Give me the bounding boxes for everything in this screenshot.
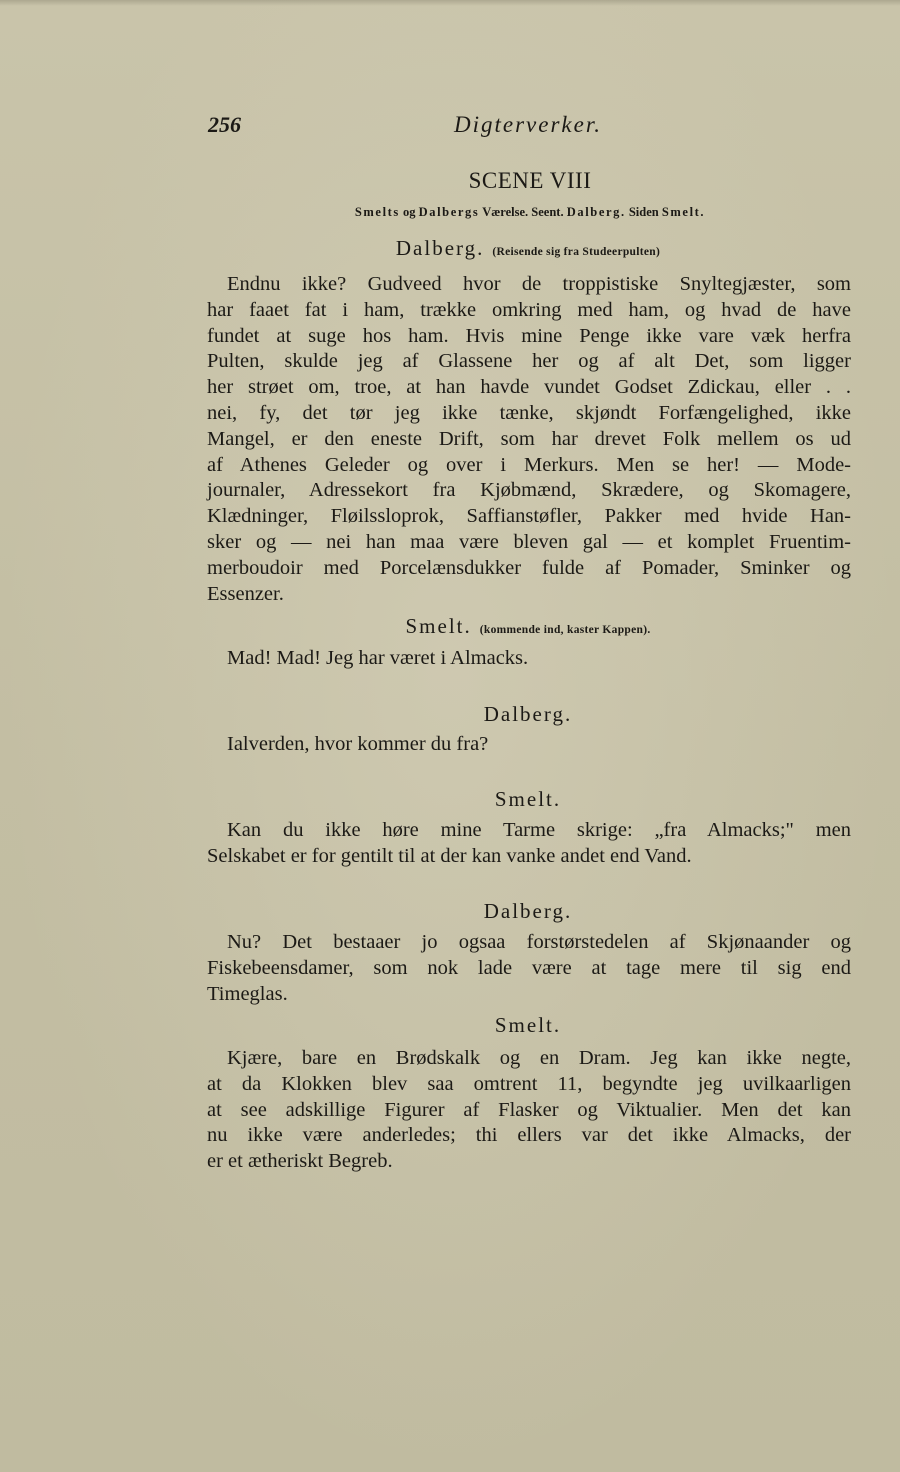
speech-line: Timeglas. <box>207 982 288 1005</box>
speech-block <box>207 732 851 758</box>
page-number: 256 <box>208 112 241 137</box>
speech-line: Mad! Mad! Jeg har været i Almacks. <box>227 647 529 669</box>
stage-direction: (Reisende sig fra Studeerpulten) <box>492 246 661 258</box>
speech-block <box>207 646 851 672</box>
setting-text-6: Siden <box>628 205 659 219</box>
speech-block <box>207 272 851 607</box>
speech-line: her strøet om, troe, at han havde vundet Godset Zdickau, eller . . <box>207 376 851 399</box>
speaker-heading <box>0 899 900 924</box>
speech-line: Fiskebeensdamer, som nok lade være at tage mere til sig end <box>207 956 851 979</box>
scene-setting <box>0 205 900 220</box>
scene-title: SCENE VIII <box>468 168 592 193</box>
speaker-heading <box>0 236 900 261</box>
speech-line: Essenzer. <box>207 582 284 605</box>
setting-text-3: Dalbergs <box>418 205 480 219</box>
speech-line: Mangel, er den eneste Drift, som har drevet Folk mellem os ud <box>207 427 851 450</box>
speech-line: journaler, Adressekort fra Kjøbmænd, Skrædere, og Skomagere, <box>207 479 851 502</box>
speech-line: fundet at suge hos ham. Hvis mine Penge ikke vare væk herfra <box>207 324 851 347</box>
speech-line: Kan du ikke høre mine Tarme skrige: „fra Almacks;" men <box>227 819 851 841</box>
speech-line: Pulten, skulde jeg af Glassene her og af alt Det, som ligger <box>207 350 851 373</box>
speaker-name: Smelt. <box>405 614 472 638</box>
speech-line: nei, fy, det tør jeg ikke tænke, skjøndt Forfængelighed, ikke <box>207 401 851 424</box>
setting-text-5: Dalberg. <box>566 205 626 219</box>
setting-text-7: Smelt. <box>661 205 706 219</box>
speech-line: nu ikke være anderledes; thi ellers var det ikke Almacks, der <box>207 1124 851 1147</box>
speech-line: Selskabet er for gentilt til at der kan vanke andet end Vand. <box>207 844 692 867</box>
setting-text-2: og <box>403 205 416 219</box>
speech-line: at da Klokken blev saa omtrent 11, begyndte jeg uvilkaarligen <box>207 1072 851 1095</box>
speech-line: Kjære, bare en Brødskalk og en Dram. Jeg kan ikke negte, <box>227 1047 851 1069</box>
page-top-edge <box>0 0 900 6</box>
speech-line: Ialverden, hvor kommer du fra? <box>227 733 489 755</box>
speech-line: Klædninger, Fløilssloprok, Saffianstøfler, Pakker med hvide Han- <box>207 505 851 528</box>
speech-line: af Athenes Geleder og over i Merkurs. Men se her! — Mode- <box>207 453 851 476</box>
speech-line: er et ætheriskt Begreb. <box>207 1150 393 1173</box>
speech-line: merboudoir med Porcelænsdukker fulde af Pomader, Sminker og <box>207 556 851 579</box>
speech-line: har faaet fat i ham, trække omkring med ham, og hvad de have <box>207 298 851 321</box>
speaker-name: Dalberg. <box>483 702 573 726</box>
speech-block <box>207 930 851 1007</box>
speaker-name: Dalberg. <box>483 899 573 923</box>
speaker-name: Smelt. <box>494 1013 562 1037</box>
speaker-name: Smelt. <box>494 787 562 811</box>
speech-line: at see adskillige Figurer af Flasker og Viktualier. Men det kan <box>207 1098 851 1121</box>
speech-line: sker og — nei han maa være bleven gal — et komplet Fruentim- <box>207 530 851 553</box>
speaker-heading <box>0 1013 900 1038</box>
speech-block <box>207 818 851 870</box>
setting-text-4: Værelse. Seent. <box>482 205 564 219</box>
page-header <box>208 112 848 148</box>
setting-text-1: Smelts <box>354 205 400 219</box>
speaker-heading <box>0 702 900 727</box>
speech-line: Endnu ikke? Gudveed hvor de troppistiske Snyltegjæster, som <box>227 273 851 295</box>
speech-block <box>207 1046 851 1175</box>
speech-line: Nu? Det bestaaer jo ogsaa forstørstedelen af Skjønaander og <box>227 931 851 953</box>
stage-direction: (kommende ind, kaster Kappen). <box>479 624 651 636</box>
speaker-name: Dalberg. <box>395 236 485 260</box>
speaker-heading <box>0 614 900 639</box>
running-title: Digterverker. <box>454 112 602 137</box>
speaker-heading <box>0 787 900 812</box>
